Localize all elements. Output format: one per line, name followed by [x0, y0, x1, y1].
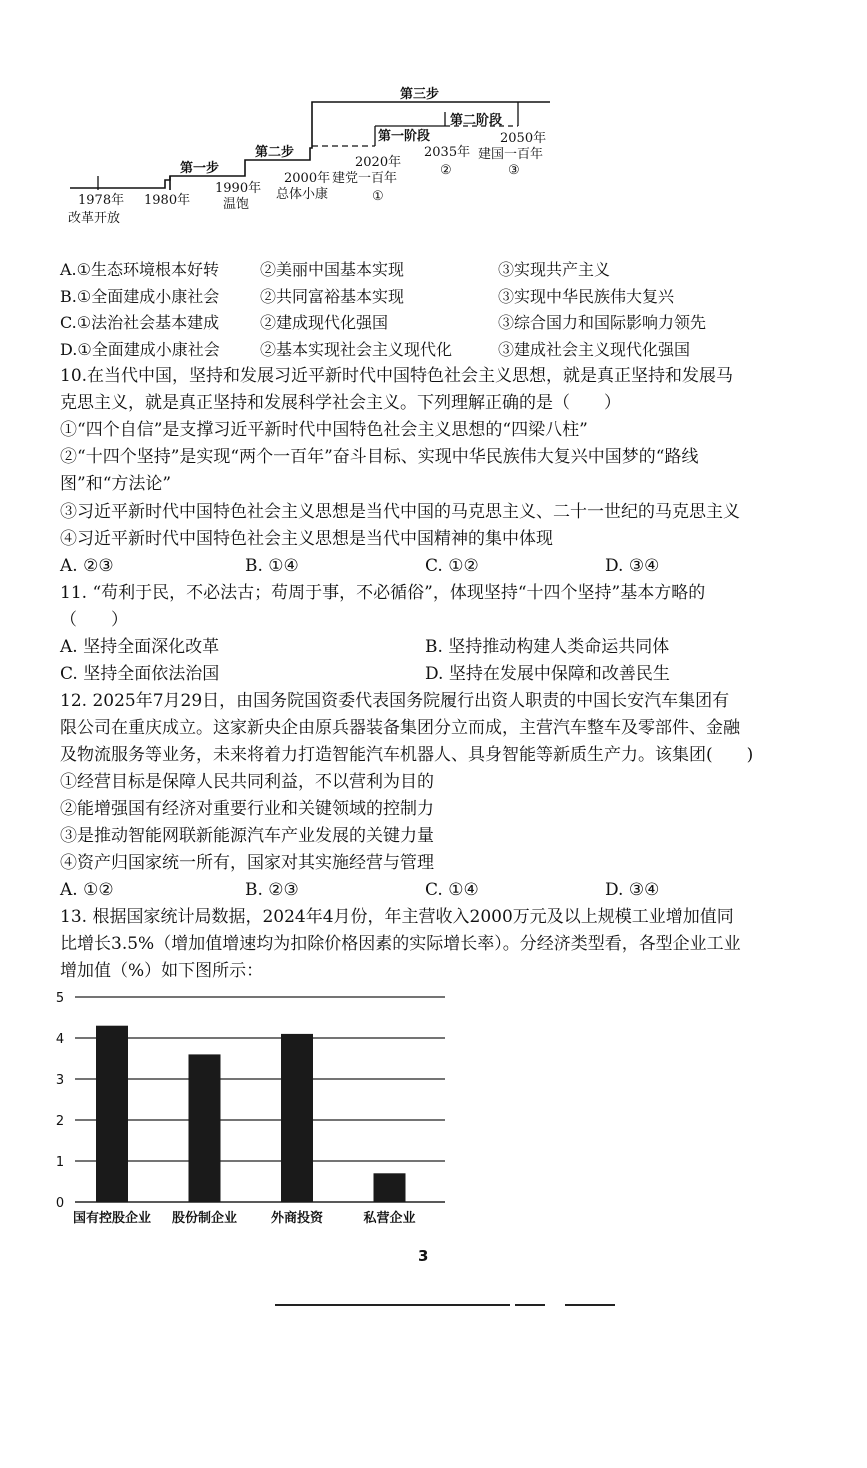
- q9-a-1: A.①生态环境根本好转: [60, 260, 219, 279]
- label-jianguo: 建国一百年: [478, 147, 544, 162]
- x-tick-label: 私营企业: [363, 1211, 416, 1226]
- q12-statement-4: ④资产归国家统一所有，国家对其实施经营与管理: [60, 853, 434, 873]
- q10-statement-2a: ②“十四个坚持”是实现“两个一百年”奋斗目标、实现中华民族伟大复兴中国梦的“路线: [60, 447, 699, 467]
- label-circle2: ②: [440, 163, 452, 178]
- q12-option-a: A. ①②: [60, 880, 114, 900]
- bar: [374, 1173, 406, 1202]
- q9-b-1: B.①全面建成小康社会: [60, 286, 220, 306]
- q13-stem-line2: 比增长3.5%（增加值增速均为扣除价格因素的实际增长率）。分经济类型看，各型企业工业: [60, 934, 741, 954]
- bar: [281, 1034, 313, 1202]
- label-jiandang: 建党一百年: [332, 171, 398, 186]
- q9-d-2: ②基本实现社会主义现代化: [260, 339, 453, 359]
- q9-b-3: ③实现中华民族伟大复兴: [498, 286, 675, 306]
- q12-option-c: C. ①④: [425, 880, 479, 900]
- q10-statement-3: ③习近平新时代中国特色社会主义思想是当代中国的马克思主义、二十一世纪的马克思主义: [60, 502, 740, 522]
- y-tick-label: 0: [55, 1196, 65, 1211]
- y-tick-label: 4: [55, 1032, 65, 1047]
- page-number: 3: [418, 1247, 429, 1265]
- q12-statement-2: ②能增强国有经济对重要行业和关键领域的控制力: [60, 799, 434, 819]
- q9-d-3: ③建成社会主义现代化强国: [498, 339, 691, 359]
- x-tick-label: 国有控股企业: [72, 1211, 152, 1226]
- label-2000: 2000年: [284, 171, 331, 186]
- q12-stem-line2: 限公司在重庆成立。这家新央企由原兵器装备集团分立而成，主营汽车整车及零部件、金融: [60, 718, 740, 738]
- x-tick-label: 外商投资: [270, 1211, 324, 1226]
- q12-option-b: B. ②③: [245, 880, 299, 900]
- label-1980: 1980年: [144, 193, 191, 208]
- x-tick-label: 股份制企业: [171, 1211, 238, 1226]
- label-2050: 2050年: [500, 131, 547, 146]
- q12-statement-3: ③是推动智能网联新能源汽车产业发展的关键力量: [60, 826, 434, 846]
- label-step2: 第二步: [255, 145, 295, 160]
- label-1990: 1990年: [215, 181, 262, 196]
- y-tick-label: 1: [55, 1155, 65, 1170]
- y-tick-label: 3: [55, 1073, 65, 1088]
- q9-c-3: ③综合国力和国际影响力领先: [498, 313, 707, 332]
- label-xiaokang: 总体小康: [276, 187, 329, 202]
- y-tick-label: 2: [55, 1114, 65, 1129]
- q11-option-d: D. 坚持在发展中保障和改善民生: [425, 664, 670, 684]
- bar: [96, 1026, 128, 1202]
- label-stage1: 第一阶段: [378, 129, 431, 144]
- q11-option-a: A. 坚持全面深化改革: [60, 637, 220, 657]
- q12-stem-line3: 及物流服务等业务，未来将着力打造智能汽车机器人、具身智能等新质生产力。该集团( ): [60, 745, 754, 765]
- footer-rule: [275, 1304, 510, 1306]
- q9-d-1: D.①全面建成小康社会: [60, 339, 220, 359]
- label-circle3: ③: [508, 163, 520, 178]
- footer-rule-dots: [565, 1304, 615, 1306]
- label-circle1: ①: [372, 189, 384, 204]
- q11-option-c: C. 坚持全面依法治国: [60, 664, 220, 684]
- label-2020: 2020年: [355, 155, 402, 170]
- q12-statement-1: ①经营目标是保障人民共同利益，不以营利为目的: [60, 772, 434, 792]
- label-stage2: 第二阶段: [450, 113, 503, 128]
- q10-option-b: B. ①④: [245, 556, 299, 576]
- q10-stem-line1: 10.在当代中国，坚持和发展习近平新时代中国特色社会主义思想，就是真正坚持和发展马: [60, 366, 734, 386]
- q10-statement-1: ①“四个自信”是支撑习近平新时代中国特色社会主义思想的“四梁八柱”: [60, 420, 588, 440]
- q12-stem-line1: 12. 2025年7月29日，由国务院国资委代表国务院履行出资人职责的中国长安汽车集团有: [60, 691, 730, 711]
- q10-option-c: C. ①②: [425, 556, 479, 576]
- q10-option-d: D. ③④: [605, 556, 660, 576]
- label-step1: 第一步: [180, 161, 220, 176]
- y-tick-label: 5: [55, 991, 65, 1006]
- q10-statement-4: ④习近平新时代中国特色社会主义思想是当代中国精神的集中体现: [60, 529, 553, 549]
- development-steps-diagram: [0, 80, 600, 260]
- q10-option-a: A. ②③: [60, 556, 114, 576]
- label-reform: 改革开放: [68, 211, 121, 226]
- q11-stem-line1: 11. “苟利于民，不必法古；苟周于事，不必循俗”，体现坚持“十四个坚持”基本方略的: [60, 583, 706, 603]
- label-step3: 第三步: [400, 87, 440, 102]
- q9-c-2: ②建成现代化强国: [260, 313, 389, 332]
- q13-stem-line1: 13. 根据国家统计局数据，2024年4月份，年主营收入2000万元及以上规模工业增加值同: [60, 907, 734, 927]
- enterprise-growth-bar-chart: [40, 985, 470, 1235]
- label-2035: 2035年: [424, 145, 471, 160]
- q10-stem-line2: 克思主义，就是真正坚持和发展科学社会主义。下列理解正确的是（ ）: [60, 393, 621, 413]
- bar: [189, 1054, 221, 1202]
- q9-a-2: ②美丽中国基本实现: [260, 260, 405, 279]
- q10-statement-2b: 图”和“方法论”: [60, 474, 172, 494]
- q9-a-3: ③实现共产主义: [498, 260, 611, 279]
- q13-stem-line3: 增加值（%）如下图所示：: [60, 961, 264, 981]
- footer-rule-short: [515, 1304, 545, 1306]
- q11-option-b: B. 坚持推动构建人类命运共同体: [425, 637, 670, 657]
- label-1978: 1978年: [78, 193, 125, 208]
- q9-b-2: ②共同富裕基本实现: [260, 286, 405, 306]
- q12-option-d: D. ③④: [605, 880, 660, 900]
- q9-c-1: C.①法治社会基本建成: [60, 313, 220, 332]
- q11-stem-line2: （ ）: [60, 610, 128, 630]
- label-wenbao: 温饱: [223, 197, 250, 212]
